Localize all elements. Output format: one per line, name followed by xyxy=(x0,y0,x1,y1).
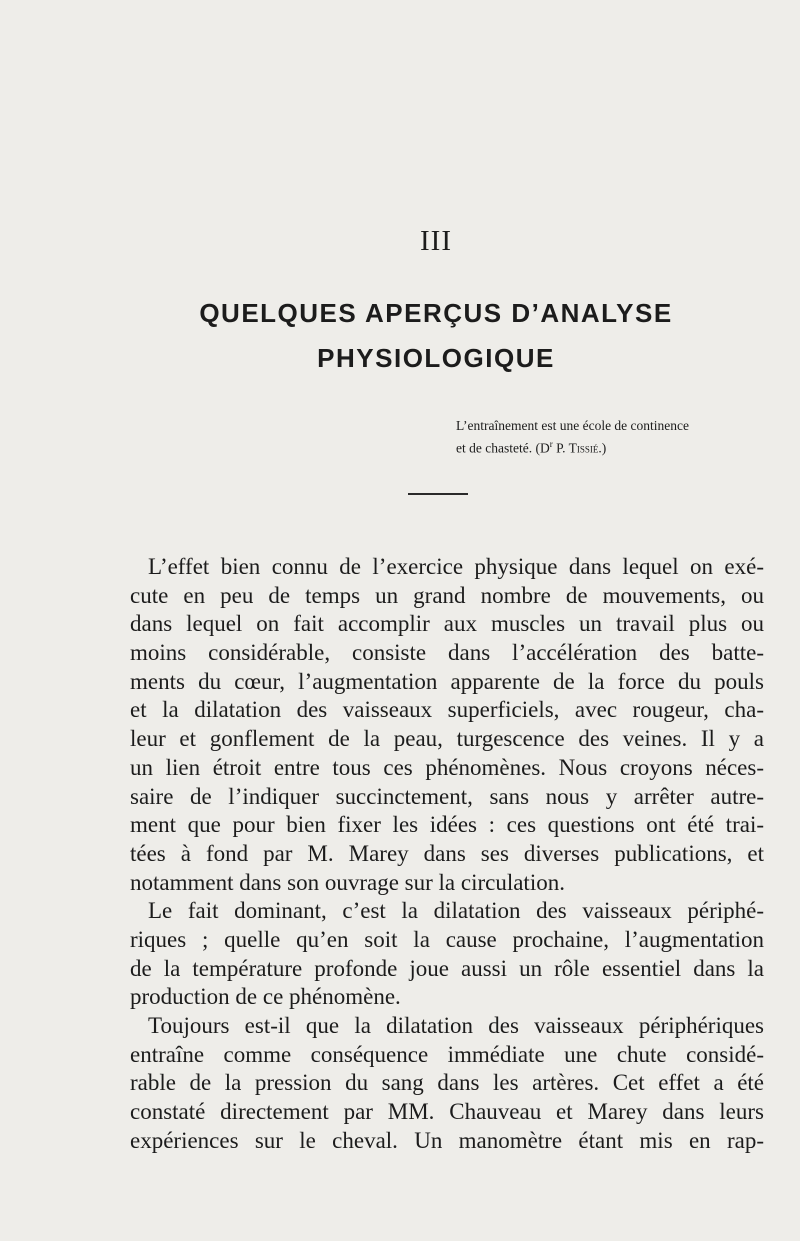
body-line: dans lequel on fait accomplir aux muscles un travail plus ou xyxy=(130,611,764,637)
chapter-number: III xyxy=(420,225,452,257)
body-line: saire de l’indiquer succinctement, sans nous y arrêter autre- xyxy=(130,783,764,809)
body-line: tées à fond par M. Marey dans ses diverses publications, et xyxy=(130,840,764,866)
body-line: de la température profonde joue aussi un rôle essentiel dans la xyxy=(130,955,764,981)
body-line: ment que pour bien fixer les idées : ces questions ont été trai- xyxy=(130,812,764,838)
epigraph-line-2 xyxy=(456,435,786,458)
epigraph-line-1: L’entraînement est une école de continence xyxy=(456,418,690,433)
body-line: Toujours est-il que la dilatation des vaisseaux périphériques xyxy=(148,1013,764,1038)
body-line: ments du cœur, l’augmentation apparente de la force du pouls xyxy=(130,668,764,694)
body-line: production de ce phénomène. xyxy=(130,984,401,1010)
body-line: et la dilatation des vaisseaux superficiels, avec rougeur, cha- xyxy=(130,697,764,723)
body-text xyxy=(130,553,764,1155)
chapter-title-line-1: QUELQUES APERÇUS D’ANALYSE xyxy=(199,298,673,328)
body-line: rable de la pression du sang dans les artères. Cet effet a été xyxy=(130,1070,764,1096)
section-divider xyxy=(408,493,468,495)
body-line: notamment dans son ouvrage sur la circulation. xyxy=(130,869,565,895)
body-line: moins considérable, consiste dans l’accélération des batte- xyxy=(130,640,764,666)
body-line: expériences sur le cheval. Un manomètre étant mis en rap- xyxy=(130,1127,764,1153)
body-line: Le fait dominant, c’est la dilatation des vaisseaux périphé- xyxy=(148,898,764,924)
body-line: riques ; quelle qu’en soit la cause prochaine, l’augmentation xyxy=(130,926,764,952)
chapter-title-line-2: PHYSIOLOGIQUE xyxy=(317,343,555,373)
body-line: leur et gonflement de la peau, turgescence des veines. Il y a xyxy=(130,726,764,752)
body-line: cute en peu de temps un grand nombre de mouvements, ou xyxy=(130,582,764,608)
epigraph-text: et de chasteté. (D xyxy=(456,440,550,456)
epigraph-author: P. Tissié.) xyxy=(552,440,607,456)
body-line: L’effet bien connu de l’exercice physique dans lequel on exé- xyxy=(148,554,764,579)
body-line: constaté directement par MM. Chauveau et Marey dans leurs xyxy=(130,1099,764,1125)
body-line: entraîne comme conséquence immédiate une chute considé- xyxy=(130,1041,764,1067)
body-line: un lien étroit entre tous ces phénomènes. Nous croyons néces- xyxy=(130,754,764,780)
epigraph-superscript: r xyxy=(549,439,553,449)
epigraph xyxy=(456,416,786,458)
